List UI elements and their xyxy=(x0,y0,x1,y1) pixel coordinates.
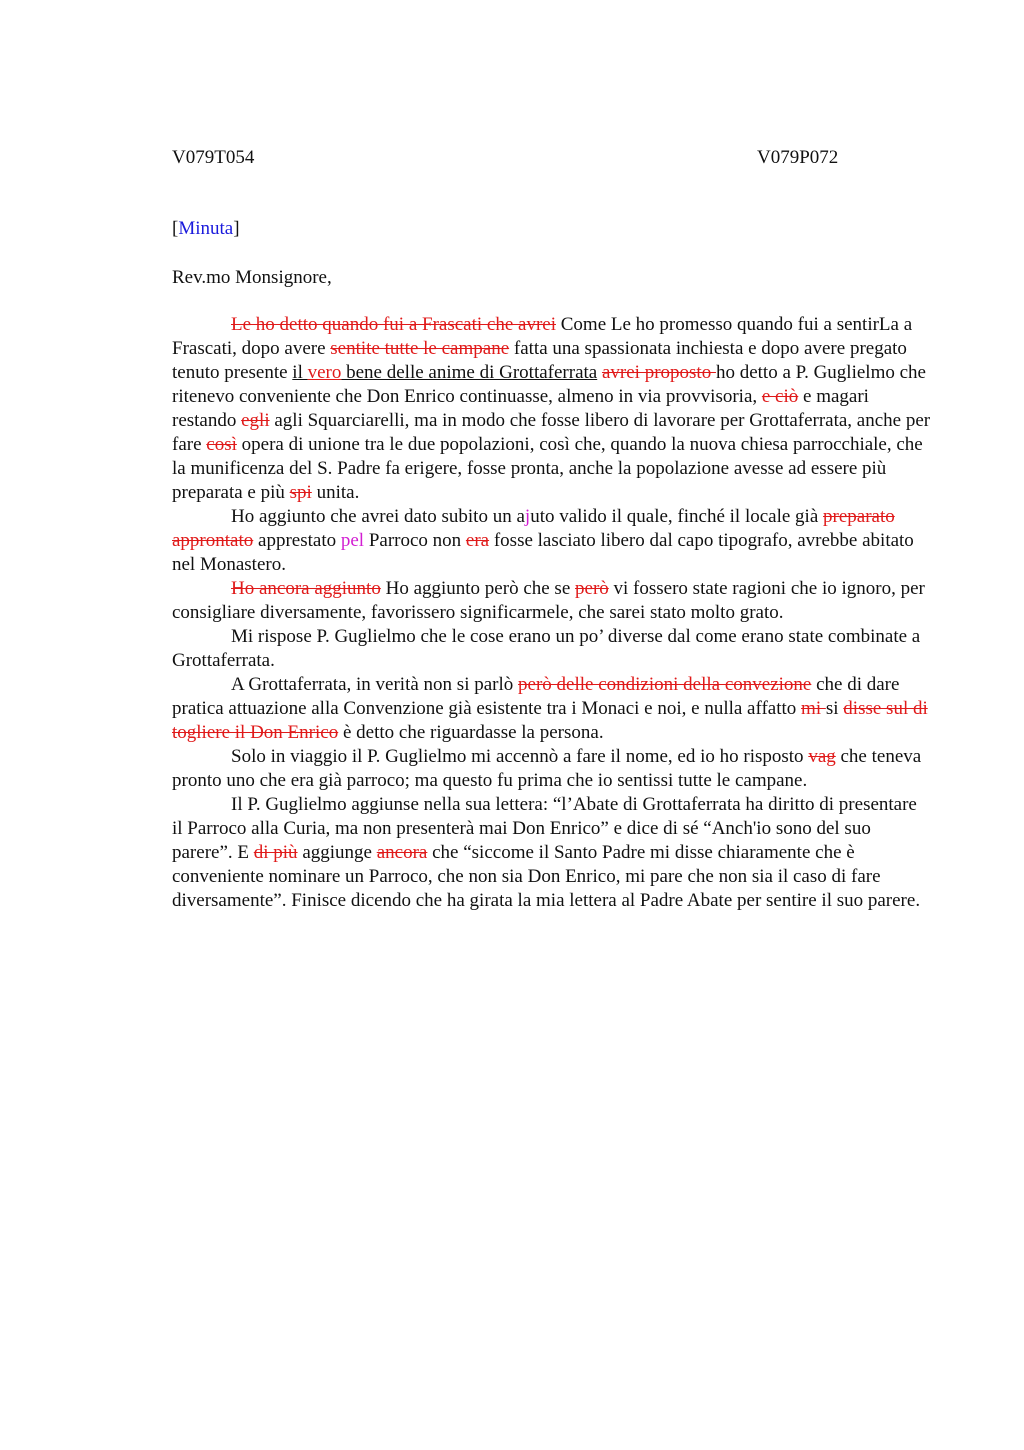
letter-paragraph xyxy=(172,313,932,505)
struck-text: Ho ancora aggiunto xyxy=(231,578,381,599)
struck-text: ancora xyxy=(376,842,428,863)
struck-text: così xyxy=(206,434,237,455)
text-run: Ho aggiunto però che se xyxy=(380,578,576,599)
letter-paragraph xyxy=(172,793,932,913)
text-run: A Grottaferrata, in verità non si parlò xyxy=(231,674,519,695)
struck-text: vero xyxy=(307,362,342,383)
letter-paragraph xyxy=(172,577,932,625)
text-run: fosse lasciato libero dal capo tipografo, avrebbe abitato nel Monastero. xyxy=(172,530,914,575)
minuta-word: Minuta xyxy=(178,218,234,239)
text-run: fatta una spassionata inchiesta e dopo avere pregato tenuto presente xyxy=(172,338,907,383)
text-run: aggiunge xyxy=(297,842,377,863)
text-run: e magari restando xyxy=(172,386,869,431)
text-run: j xyxy=(524,506,531,527)
text-run: unita. xyxy=(311,482,360,503)
bracket-close: ] xyxy=(233,218,240,239)
salutation: Rev.mo Monsignore, xyxy=(172,267,332,288)
text-run: il xyxy=(292,362,308,383)
struck-text: era xyxy=(465,530,490,551)
text-run: Parroco non xyxy=(364,530,466,551)
letter-paragraph xyxy=(172,673,932,745)
struck-text: egli xyxy=(241,410,270,431)
text-run: vi fossero state ragioni che io ignoro, per consigliare diversamente, favorissero significarmele, che sarei stato molto grato. xyxy=(172,578,925,623)
text-run: opera di unione tra le due popolazioni, così che, quando la nuova chiesa parrocchiale, che la munificenza del S. Padre fa erigere, fosse pronta, anche la popolazione avesse ad essere più preparata e più xyxy=(172,434,923,503)
draft-label xyxy=(172,217,932,241)
text-run: apprestato xyxy=(253,530,341,551)
struck-text: avrei proposto xyxy=(601,362,716,383)
letter-body xyxy=(172,313,932,913)
text-run: è detto che riguardasse la persona. xyxy=(338,722,604,743)
struck-text: però xyxy=(575,578,609,599)
text-run: Come Le ho promesso quando fui a sentirLa a Frascati, dopo avere xyxy=(172,314,913,359)
letter-paragraph xyxy=(172,505,932,577)
text-run: ho detto a P. Guglielmo che ritenevo conveniente che Don Enrico continuasse, almeno in via provvisoria, xyxy=(172,362,926,407)
letter-paragraph xyxy=(172,745,932,793)
text-run: uto valido il quale, finché il locale già xyxy=(530,506,824,527)
struck-text: di più xyxy=(253,842,298,863)
bracket-open: [ xyxy=(172,218,179,239)
letter-paragraph xyxy=(172,625,932,673)
text-run: Solo in viaggio il P. Guglielmo mi accennò a fare il nome, ed io ho risposto xyxy=(231,746,809,767)
struck-text: vag xyxy=(808,746,836,767)
struck-text: mi xyxy=(801,698,826,719)
document-code-right: V079P072 xyxy=(757,147,839,168)
text-run: si xyxy=(825,698,844,719)
struck-text: però delle condizioni della convezione xyxy=(518,674,812,695)
text-run: pel xyxy=(340,530,365,551)
text-run: Il P. Guglielmo aggiunse nella sua lettera: “l’Abate di Grottaferrata ha diritto di presentare il Parroco alla Curia, ma non presenterà mai Don Enrico” e dice di sé “Anch'io sono del suo parere”. E xyxy=(172,794,917,863)
text-run: agli Squarciarelli, ma in modo che fosse libero di lavorare per Grottaferrata, anche per fare xyxy=(172,410,931,455)
text-run: Mi rispose P. Guglielmo che le cose erano un po’ diverse dal come erano state combinate a Grottaferrata. xyxy=(172,626,921,671)
struck-text: spi xyxy=(289,482,312,503)
struck-text: preparato approntato xyxy=(172,506,895,551)
text-run: Ho aggiunto che avrei dato subito un a xyxy=(231,506,525,527)
text-run: che teneva pronto uno che era già parroco; ma questo fu prima che io sentissi tutte le campane. xyxy=(172,746,922,791)
struck-text: disse sul di togliere il Don Enrico xyxy=(172,698,928,743)
text-run: che “siccome il Santo Padre mi disse chiaramente che è conveniente nominare un Parroco, che non sia Don Enrico, mi pare che non sia il caso di fare diversamente”. Finisce dicendo che ha girata la mia lettera al Padre Abate per sentire il suo parere. xyxy=(172,842,921,911)
struck-text: Le ho detto quando fui a Frascati che avrei xyxy=(231,314,556,335)
text-run: bene delle anime di Grottaferrata xyxy=(341,362,598,383)
text-run: che di dare pratica attuazione alla Convenzione già esistente tra i Monaci e noi, e nulla affatto xyxy=(172,674,900,719)
struck-text: e ciò xyxy=(761,386,799,407)
struck-text: sentite tutte le campane xyxy=(330,338,510,359)
document-code-left: V079T054 xyxy=(172,147,255,168)
